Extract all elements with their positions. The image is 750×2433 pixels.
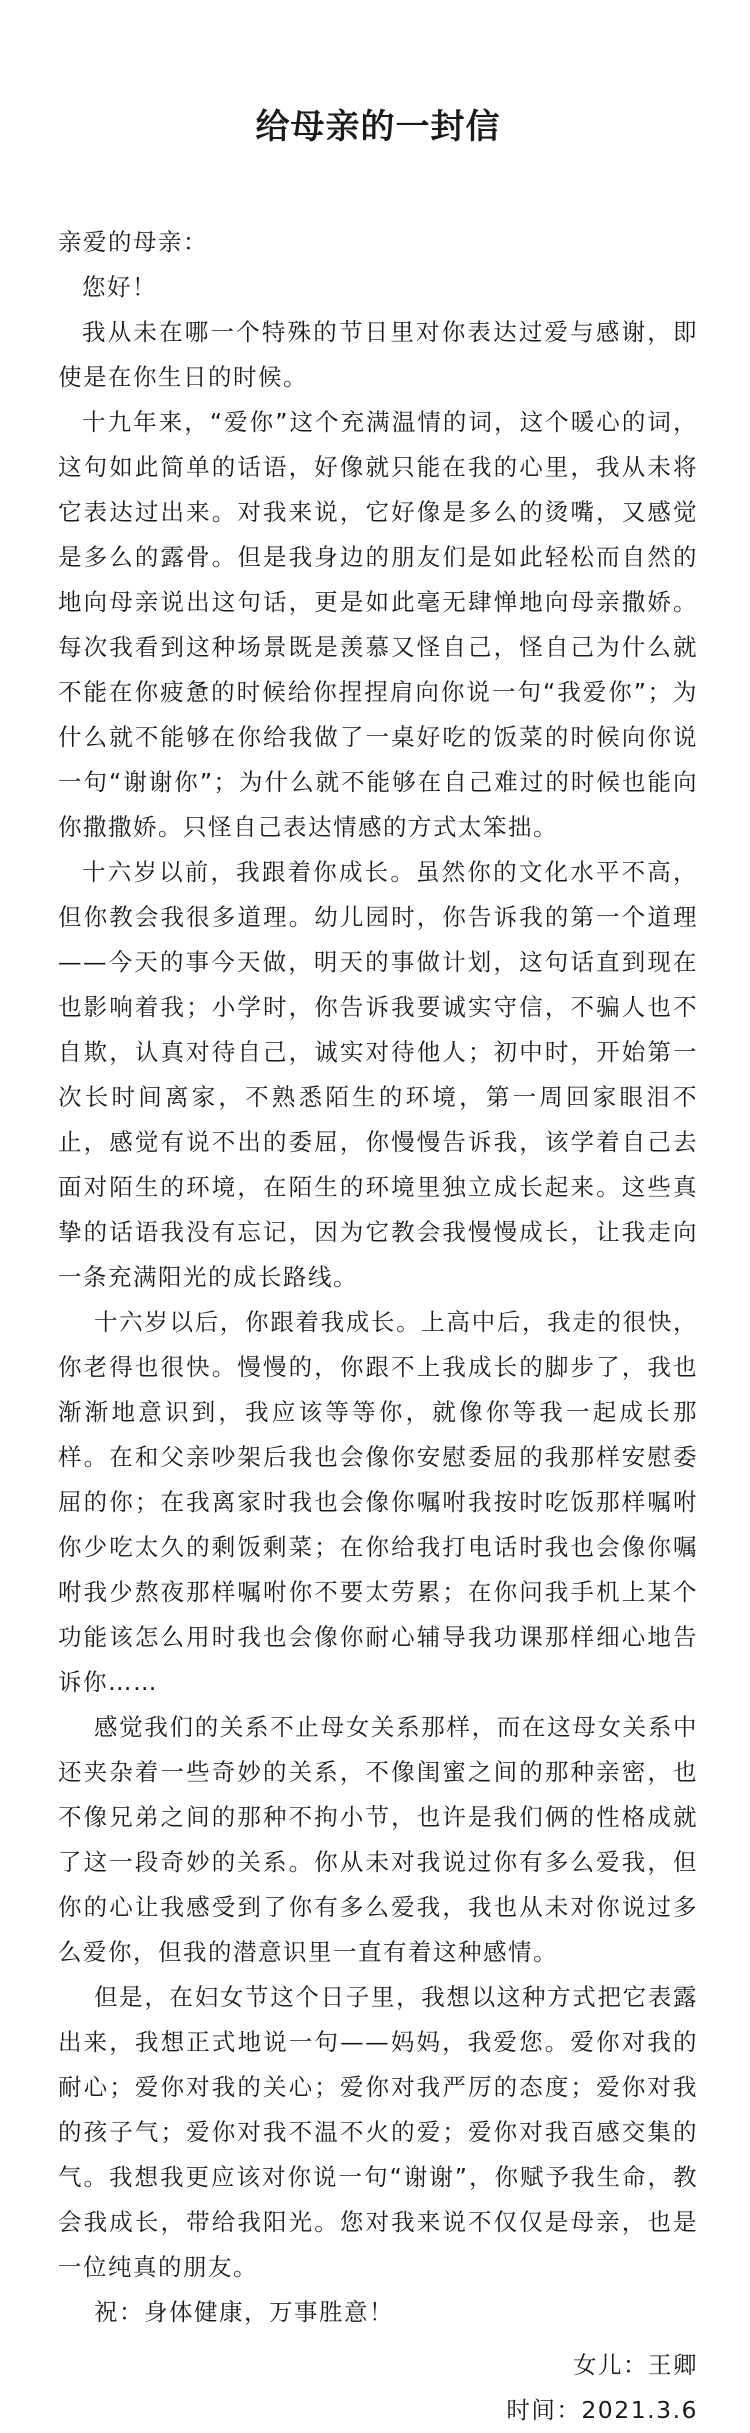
- letter-closing-wish: 祝：身体健康，万事胜意！: [94, 2298, 394, 2326]
- letter-paragraph-1: 我从未在哪一个特殊的节日里对你表达过爱与感谢，即使是在你生日的时候。: [58, 318, 698, 391]
- letter-greeting: 您好！: [82, 273, 157, 301]
- letter-paragraph-2: 十九年来，“爱你”这个充满温情的词，这个暖心的词，这句如此简单的话语，好像就只能在我的心里，我从未将它表达过出来。对我来说，它好像是多么的烫嘴，又感觉是多么的露骨。但是我身边的朋友们是如此轻松而自然的地向母亲说出这句话，更是如此毫无肆惮地向母亲撒娇。每次我看到这种场景既是羡慕又怪自己，怪自己为什么就不能在你疲惫的时候给你捏捏肩向你说一句“我爱你”；为什么就不能够在你给我做了一桌好吃的饭菜的时候向你说一句“谢谢你”；为什么就不能够在自己难过的时候也能向你撒撒娇。只怪自己表达情感的方式太笨拙。: [58, 408, 698, 841]
- letter-paragraph-6: 但是，在妇女节这个日子里，我想以这种方式把它表露出来，我想正式地说一句——妈妈，我爱您。爱你对我的耐心；爱你对我的关心；爱你对我严厉的态度；爱你对我的孩子气；爱你对我不温不火的爱；爱你对我百感交集的气。我想我更应该对你说一句“谢谢”，你赋予我生命，教会我成长，带给我阳光。您对我来说不仅仅是母亲，也是一位纯真的朋友。: [58, 1983, 698, 2281]
- letter-date: 时间：2021.3.6: [506, 2396, 698, 2424]
- letter-title: 给母亲的一封信: [255, 107, 501, 147]
- letter-paragraph-4: 十六岁以后，你跟着我成长。上高中后，我走的很快，你老得也很快。慢慢的，你跟不上我成长的脚步了，我也渐渐地意识到，我应该等等你，就像你等我一起成长那样。在和父亲吵架后我也会像你安慰委屈的我那样安慰委屈的你；在我离家时我也会像你嘱咐我按时吃饭那样嘱咐你少吃太久的剩饭剩菜；在你给我打电话时我也会像你嘱咐我少熬夜那样嘱咐你不要太劳累；在你问我手机上某个功能该怎么用时我也会像你耐心辅导我功课那样细心地告诉你……: [58, 1308, 698, 1696]
- letter-salutation: 亲爱的母亲：: [58, 228, 208, 256]
- letter-paragraph-3: 十六岁以前，我跟着你成长。虽然你的文化水平不高，但你教会我很多道理。幼儿园时，你告诉我的第一个道理——今天的事今天做，明天的事做计划，这句话直到现在也影响着我；小学时，你告诉我要诚实守信，不骗人也不自欺，认真对待自己，诚实对待他人；初中时，开始第一次长时间离家，不熟悉陌生的环境，第一周回家眼泪不止，感觉有说不出的委屈，你慢慢告诉我，该学着自己去面对陌生的环境，在陌生的环境里独立成长起来。这些真挚的话语我没有忘记，因为它教会我慢慢成长，让我走向一条充满阳光的成长路线。: [58, 858, 698, 1291]
- letter-signature: 女儿：王卿: [573, 2351, 698, 2379]
- letter-paragraph-5: 感觉我们的关系不止母女关系那样，而在这母女关系中还夹杂着一些奇妙的关系，不像闺蜜之间的那种亲密，也不像兄弟之间的那种不拘小节，也许是我们俩的性格成就了这一段奇妙的关系。你从未对我说过你有多么爱我，但你的心让我感受到了你有多么爱我，我也从未对你说过多么爱你，但我的潜意识里一直有着这种感情。: [58, 1713, 698, 1966]
